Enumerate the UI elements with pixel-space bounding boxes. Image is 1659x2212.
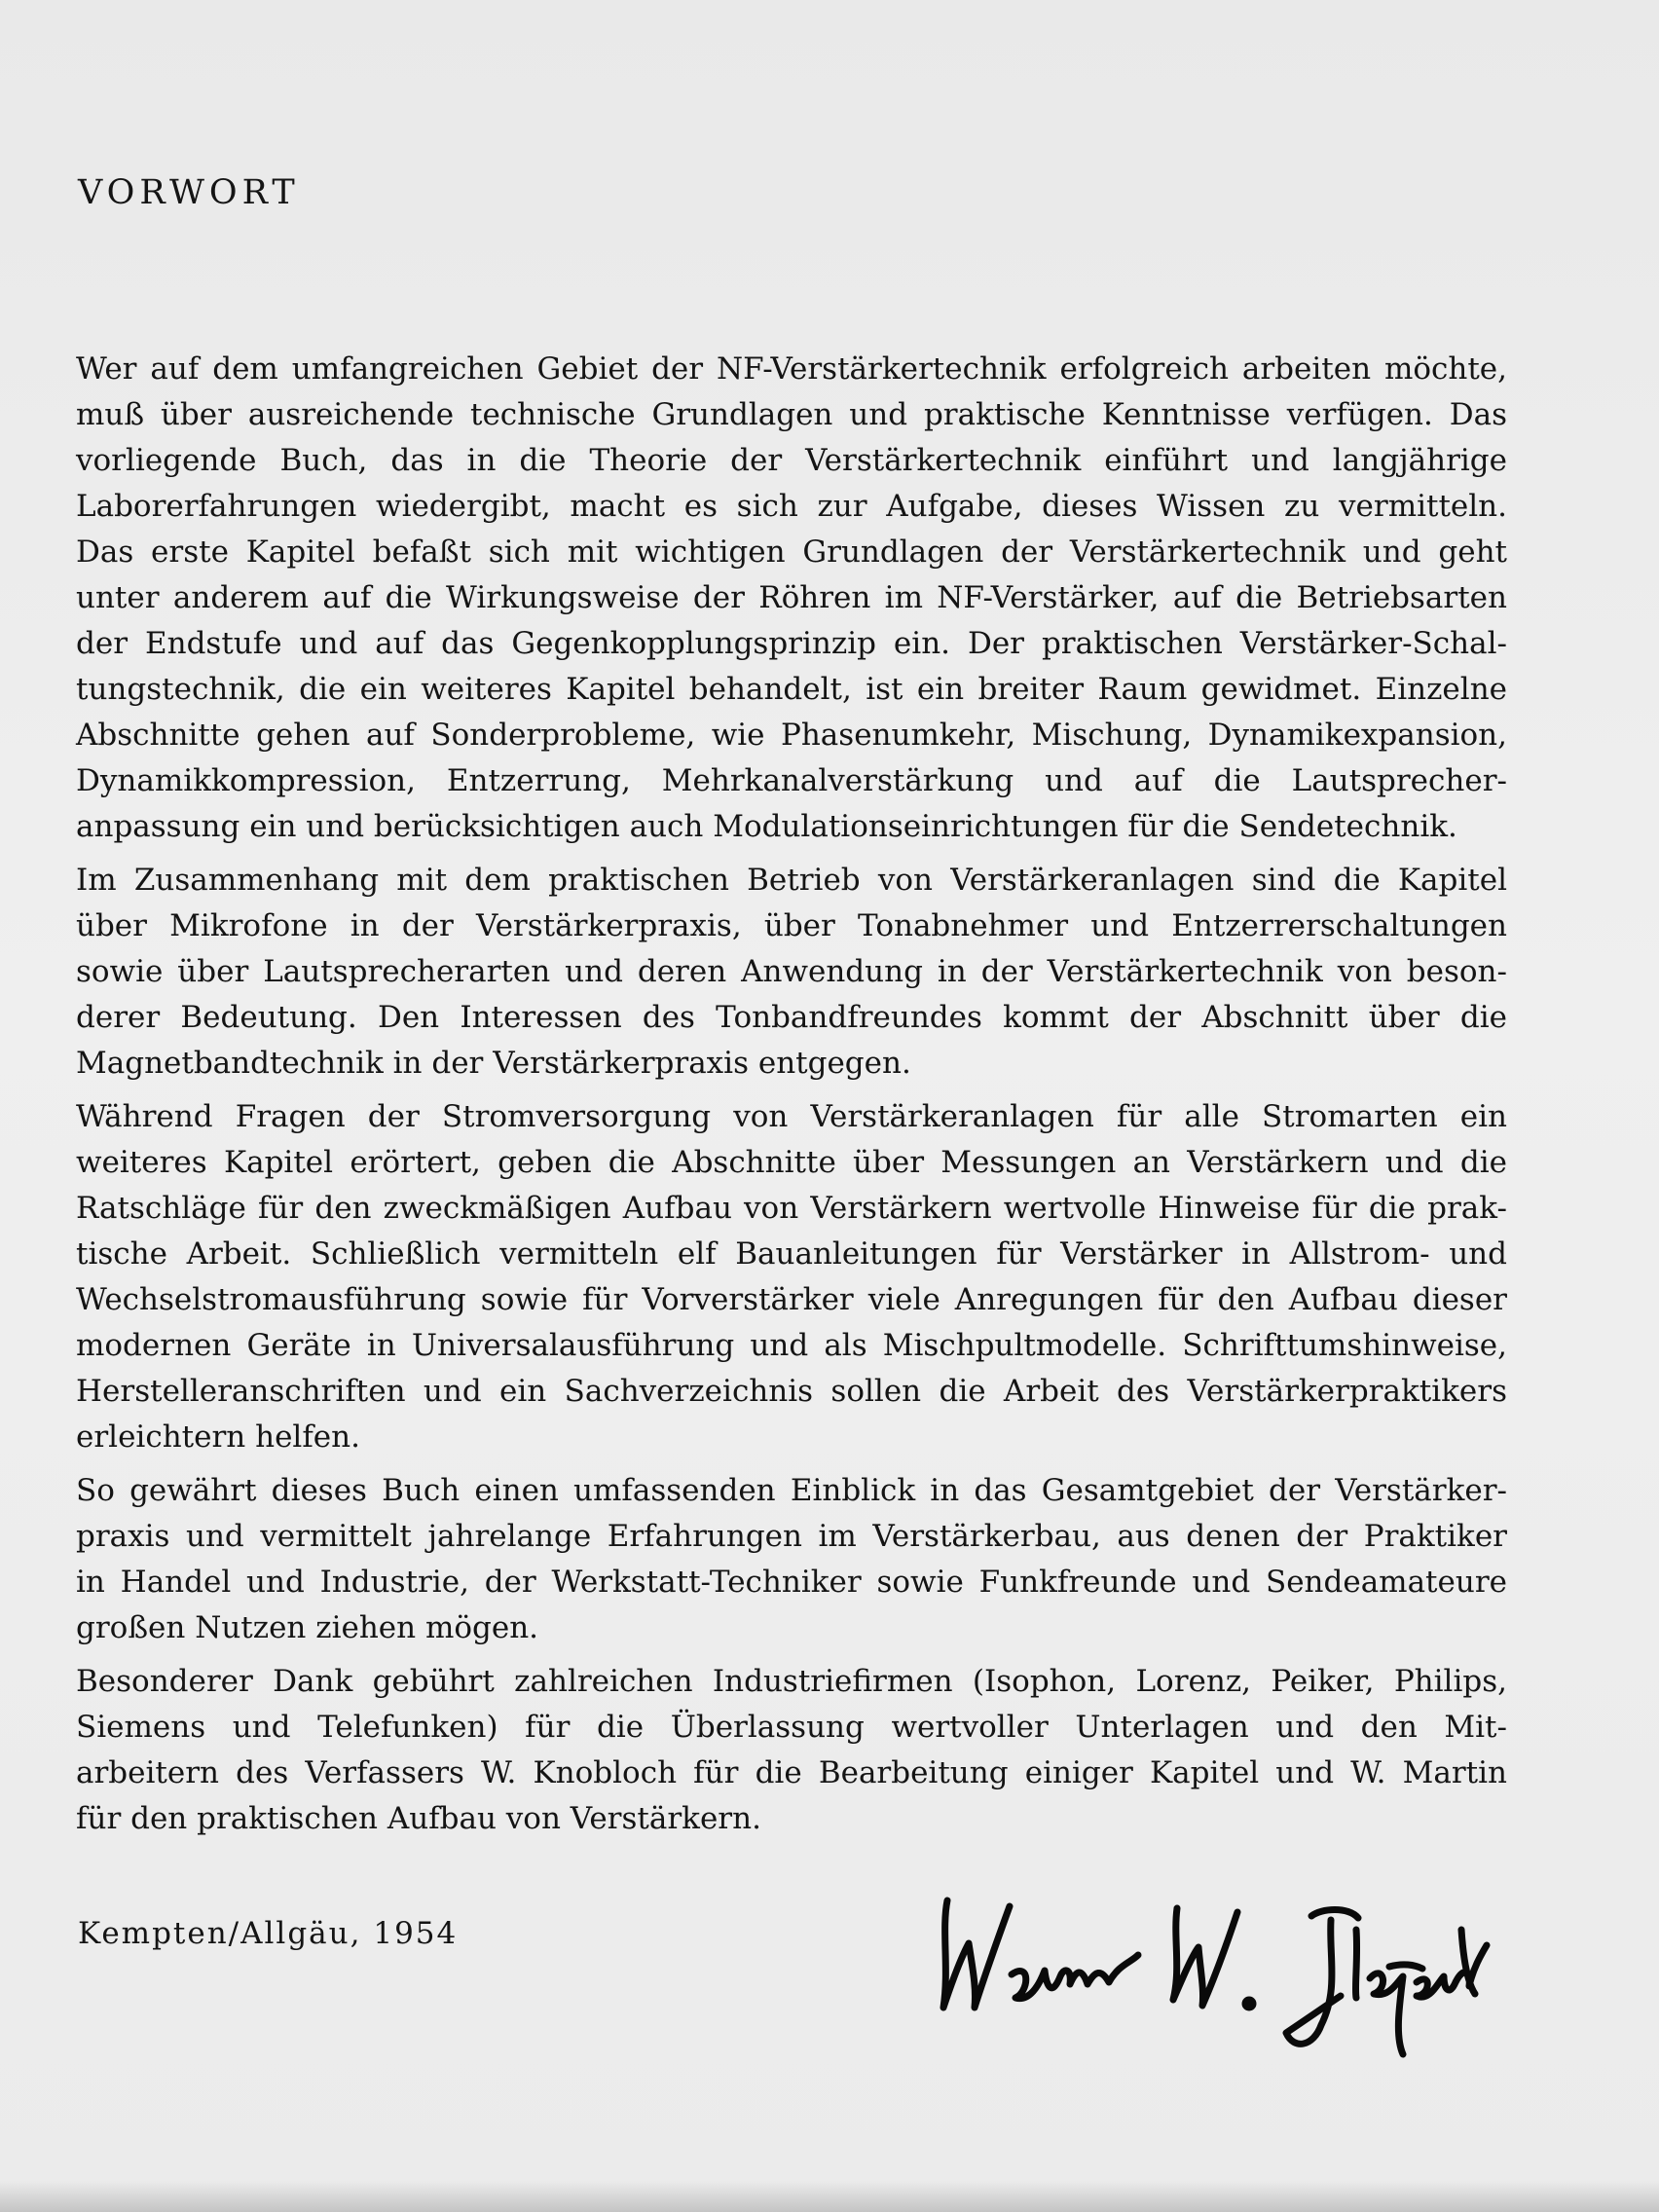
paragraph-practice xyxy=(76,858,1507,1087)
text-line: tungstechnik, die ein weiteres Kapitel behandelt, ist ein breiter Raum gewidmet. Einzelne xyxy=(76,672,1507,707)
text-line: arbeitern des Verfassers W. Knobloch für die Bearbeitung einiger Kapitel und W. Martin xyxy=(76,1755,1507,1790)
text-line: erleichtern helfen. xyxy=(76,1419,360,1455)
text-line: für den praktischen Aufbau von Verstärkern. xyxy=(76,1801,761,1836)
text-line: Dynamikkompression, Entzerrung, Mehrkanalverstärkung und auf die Lautsprecher- xyxy=(76,763,1507,798)
paragraph-acknowledgements xyxy=(76,1659,1507,1842)
text-line: Ratschläge für den zweckmäßigen Aufbau von Verstärkern wertvolle Hinweise für die prak- xyxy=(76,1191,1507,1226)
text-line: Abschnitte gehen auf Sonderprobleme, wie Phasenumkehr, Mischung, Dynamikexpansion, xyxy=(76,718,1507,753)
text-line: derer Bedeutung. Den Interessen des Tonbandfreundes kommt der Abschnitt über die xyxy=(76,1000,1507,1035)
text-line: muß über ausreichende technische Grundlagen und praktische Kenntnisse verfügen. Das xyxy=(76,397,1507,432)
text-line: Wechselstromausführung sowie für Vorverstärker viele Anregungen für den Aufbau dieser xyxy=(76,1282,1507,1317)
text-line: Herstelleranschriften und ein Sachverzeichnis sollen die Arbeit des Verstärkerpraktikers xyxy=(76,1374,1507,1409)
text-line: tische Arbeit. Schließlich vermitteln elf Bauanleitungen für Verstärker in Allstrom- und xyxy=(76,1236,1507,1272)
text-line: So gewährt dieses Buch einen umfassenden Einblick in das Gesamtgebiet der Verstärker- xyxy=(76,1473,1507,1508)
text-line: weiteres Kapitel erörtert, geben die Abschnitte über Messungen an Verstärkern und die xyxy=(76,1145,1507,1180)
text-line: großen Nutzen ziehen mögen. xyxy=(76,1610,539,1645)
author-signature xyxy=(930,1862,1494,2066)
text-line: Während Fragen der Stromversorgung von Verstärkeranlagen für alle Stromarten ein xyxy=(76,1099,1507,1134)
text-line: anpassung ein und berücksichtigen auch Modulationseinrichtungen für die Sendetechnik. xyxy=(76,809,1457,844)
paragraph-intro xyxy=(76,347,1507,850)
text-line: modernen Geräte in Universalausführung und als Mischpultmodelle. Schrifttumshinweise, xyxy=(76,1328,1507,1363)
text-line: über Mikrofone in der Verstärkerpraxis, über Tonabnehmer und Entzerrerschaltungen xyxy=(76,908,1507,943)
text-line: Wer auf dem umfangreichen Gebiet der NF-Verstärkertechnik erfolgreich arbeiten möchte, xyxy=(76,351,1507,387)
text-line: Besonderer Dank gebührt zahlreichen Industriefirmen (Isophon, Lorenz, Peiker, Philips, xyxy=(76,1664,1507,1699)
page-heading: VORWORT xyxy=(78,173,300,212)
text-line: Im Zusammenhang mit dem praktischen Betrieb von Verstärkeranlagen sind die Kapitel xyxy=(76,863,1507,898)
text-line: Siemens und Telefunken) für die Überlassung wertvoller Unterlagen und den Mit- xyxy=(76,1710,1507,1745)
text-line: der Endstufe und auf das Gegenkopplungsprinzip ein. Der praktischen Verstärker-Schal- xyxy=(76,626,1507,661)
text-line: Das erste Kapitel befaßt sich mit wichtigen Grundlagen der Verstärkertechnik und geht xyxy=(76,535,1507,570)
text-line: Laborerfahrungen wiedergibt, macht es sich zur Aufgabe, dieses Wissen zu vermitteln. xyxy=(76,489,1507,524)
text-line: Magnetbandtechnik in der Verstärkerpraxis entgegen. xyxy=(76,1046,911,1081)
text-line: in Handel und Industrie, der Werkstatt-Techniker sowie Funkfreunde und Sendeamateure xyxy=(76,1565,1507,1600)
page-bottom-edge xyxy=(0,2181,1659,2212)
text-line: unter anderem auf die Wirkungsweise der Röhren im NF-Verstärker, auf die Betriebsarten xyxy=(76,580,1507,615)
paragraph-power-supply xyxy=(76,1094,1507,1460)
text-line: vorliegende Buch, das in die Theorie der Verstärkertechnik einführt und langjährige xyxy=(76,443,1507,478)
paragraph-summary xyxy=(76,1468,1507,1651)
foreword-body xyxy=(76,347,1507,1850)
text-line: praxis und vermittelt jahrelange Erfahrungen im Verstärkerbau, aus denen der Praktiker xyxy=(76,1519,1507,1554)
place-and-date: Kempten/Allgäu, 1954 xyxy=(78,1916,459,1951)
text-line: sowie über Lautsprecherarten und deren Anwendung in der Verstärkertechnik von beson- xyxy=(76,954,1507,989)
